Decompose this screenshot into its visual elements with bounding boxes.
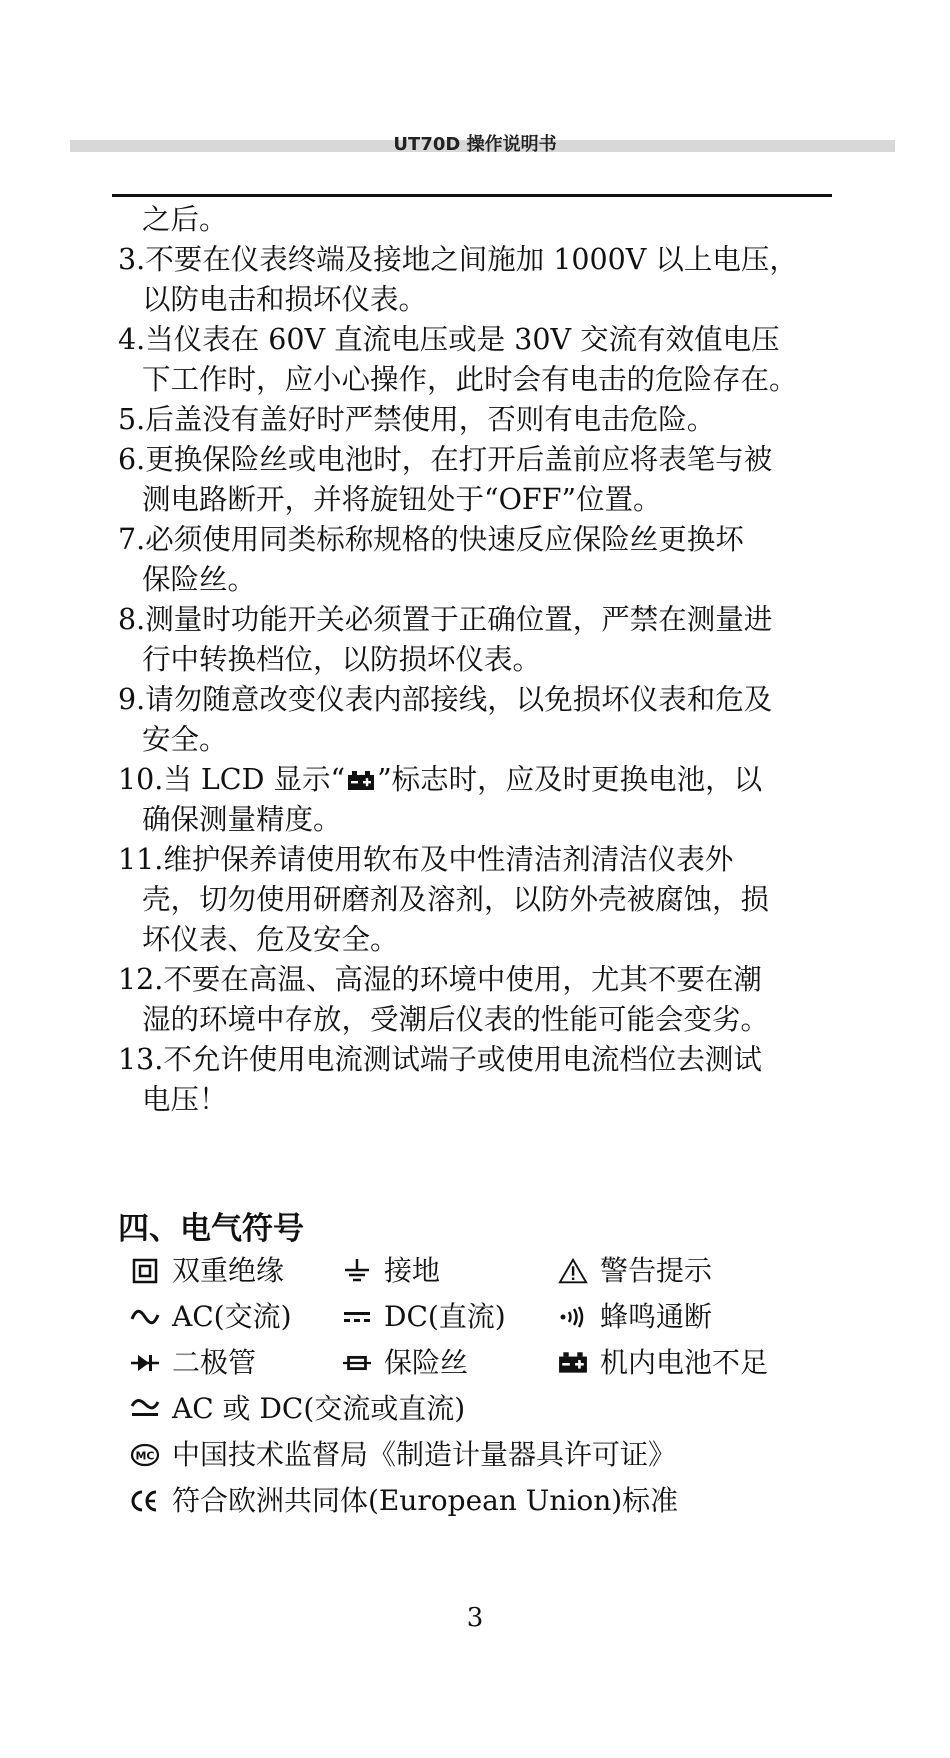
list-item: 之后。 <box>142 203 228 236</box>
symbol-row: AC 或 DC(交流或直流) <box>130 1386 850 1432</box>
list-item: 8.测量时功能开关必须置于正确位置，严禁在测量进 <box>118 603 773 636</box>
list-item: 5.后盖没有盖好时严禁使用，否则有电击危险。 <box>118 403 716 436</box>
battery-icon <box>347 770 375 792</box>
symbol-legend <box>130 1248 850 1524</box>
page-number: 3 <box>466 1603 484 1633</box>
list-item: 12.不要在高温、高湿的环境中使用，尤其不要在潮 <box>118 963 762 996</box>
list-item: 13.不允许使用电流测试端子或使用电流档位去测试 <box>118 1043 762 1076</box>
list-item: 6.更换保险丝或电池时，在打开后盖前应将表笔与被 <box>118 443 773 476</box>
list-item: 3.不要在仪表终端及接地之间施加 1000V 以上电压， <box>118 243 798 276</box>
ac-dc-icon <box>130 1394 160 1424</box>
diode-icon <box>130 1348 160 1378</box>
list-item: 9.请勿随意改变仪表内部接线，以免损坏仪表和危及 <box>118 683 773 716</box>
list-item: 10.当 LCD 显示“ ”标志时，应及时更换电池，以 <box>118 763 763 796</box>
list-item: 4.当仪表在 60V 直流电压或是 30V 交流有效值电压 <box>118 323 780 356</box>
battery-icon <box>558 1348 588 1378</box>
mc-mark-icon <box>130 1440 160 1470</box>
warning-triangle-icon <box>558 1256 588 1286</box>
safety-notes: 之后。 3.不要在仪表终端及接地之间施加 1000V 以上电压， 以防电击和损坏仪表。 4.当仪表在 60V 直流电压或是 30V 交流有效值电压 下工作时，应小心操作，此时会有电击的危险存在。 5.后盖没有盖好时严禁使用，否则有电击危险。 6.更换保险丝或电池时，在打开后盖前应将表笔与被 测电路断开，并将旋钮处于“OFF”位置。 7.必须使用同类标称规格的快速反应保险丝更换坏 保险丝。 8.测量时功能开关必须置于正确位置，严禁在测量进 行中转换档位，以防损坏仪表。 9.请勿随意改变仪表内部接线，以免损坏仪表和危及 安全。 10.当 LCD 显示“ ”标志时，应及时更换电池，以 确保测量精度。 11.维护保养请使用软布及中性清洁剂清洁仪表外 壳，切勿使用研磨剂及溶剂，以防外壳被腐蚀，损 坏仪表、危及安全。 12.不要在高温、高湿的环境中使用，尤其不要在潮 湿的环境中存放，受潮后仪表的性能可能会变劣。 13.不允许使用电流测试端子或使用电流档位去测试 电压！ <box>118 200 838 1120</box>
symbol-row: 符合欧洲共同体(European Union)标准 <box>130 1478 850 1524</box>
header-rule <box>112 194 832 197</box>
svg-text:MC: MC <box>135 1449 155 1463</box>
buzzer-icon <box>558 1302 588 1332</box>
symbol-row: MC 中国技术监督局《制造计量器具许可证》 <box>130 1432 850 1478</box>
fuse-icon <box>342 1348 372 1378</box>
symbol-row: 二极管 保险丝 机内电池不足 <box>130 1340 850 1386</box>
list-item: 7.必须使用同类标称规格的快速反应保险丝更换坏 <box>118 523 744 556</box>
page-header-title: UT70D 操作说明书 <box>393 134 557 155</box>
list-item: 11.维护保养请使用软布及中性清洁剂清洁仪表外 <box>118 843 734 876</box>
ground-icon <box>342 1256 372 1286</box>
ac-wave-icon <box>130 1302 160 1332</box>
symbol-row: AC(交流) DC(直流) 蜂鸣通断 <box>130 1294 850 1340</box>
dc-icon <box>342 1302 372 1332</box>
symbol-row: 双重绝缘 接地 警告提示 <box>130 1248 850 1294</box>
ce-mark-icon <box>130 1486 160 1516</box>
double-insulation-icon <box>130 1256 160 1286</box>
section-heading: 四、电气符号 <box>118 1211 304 1247</box>
